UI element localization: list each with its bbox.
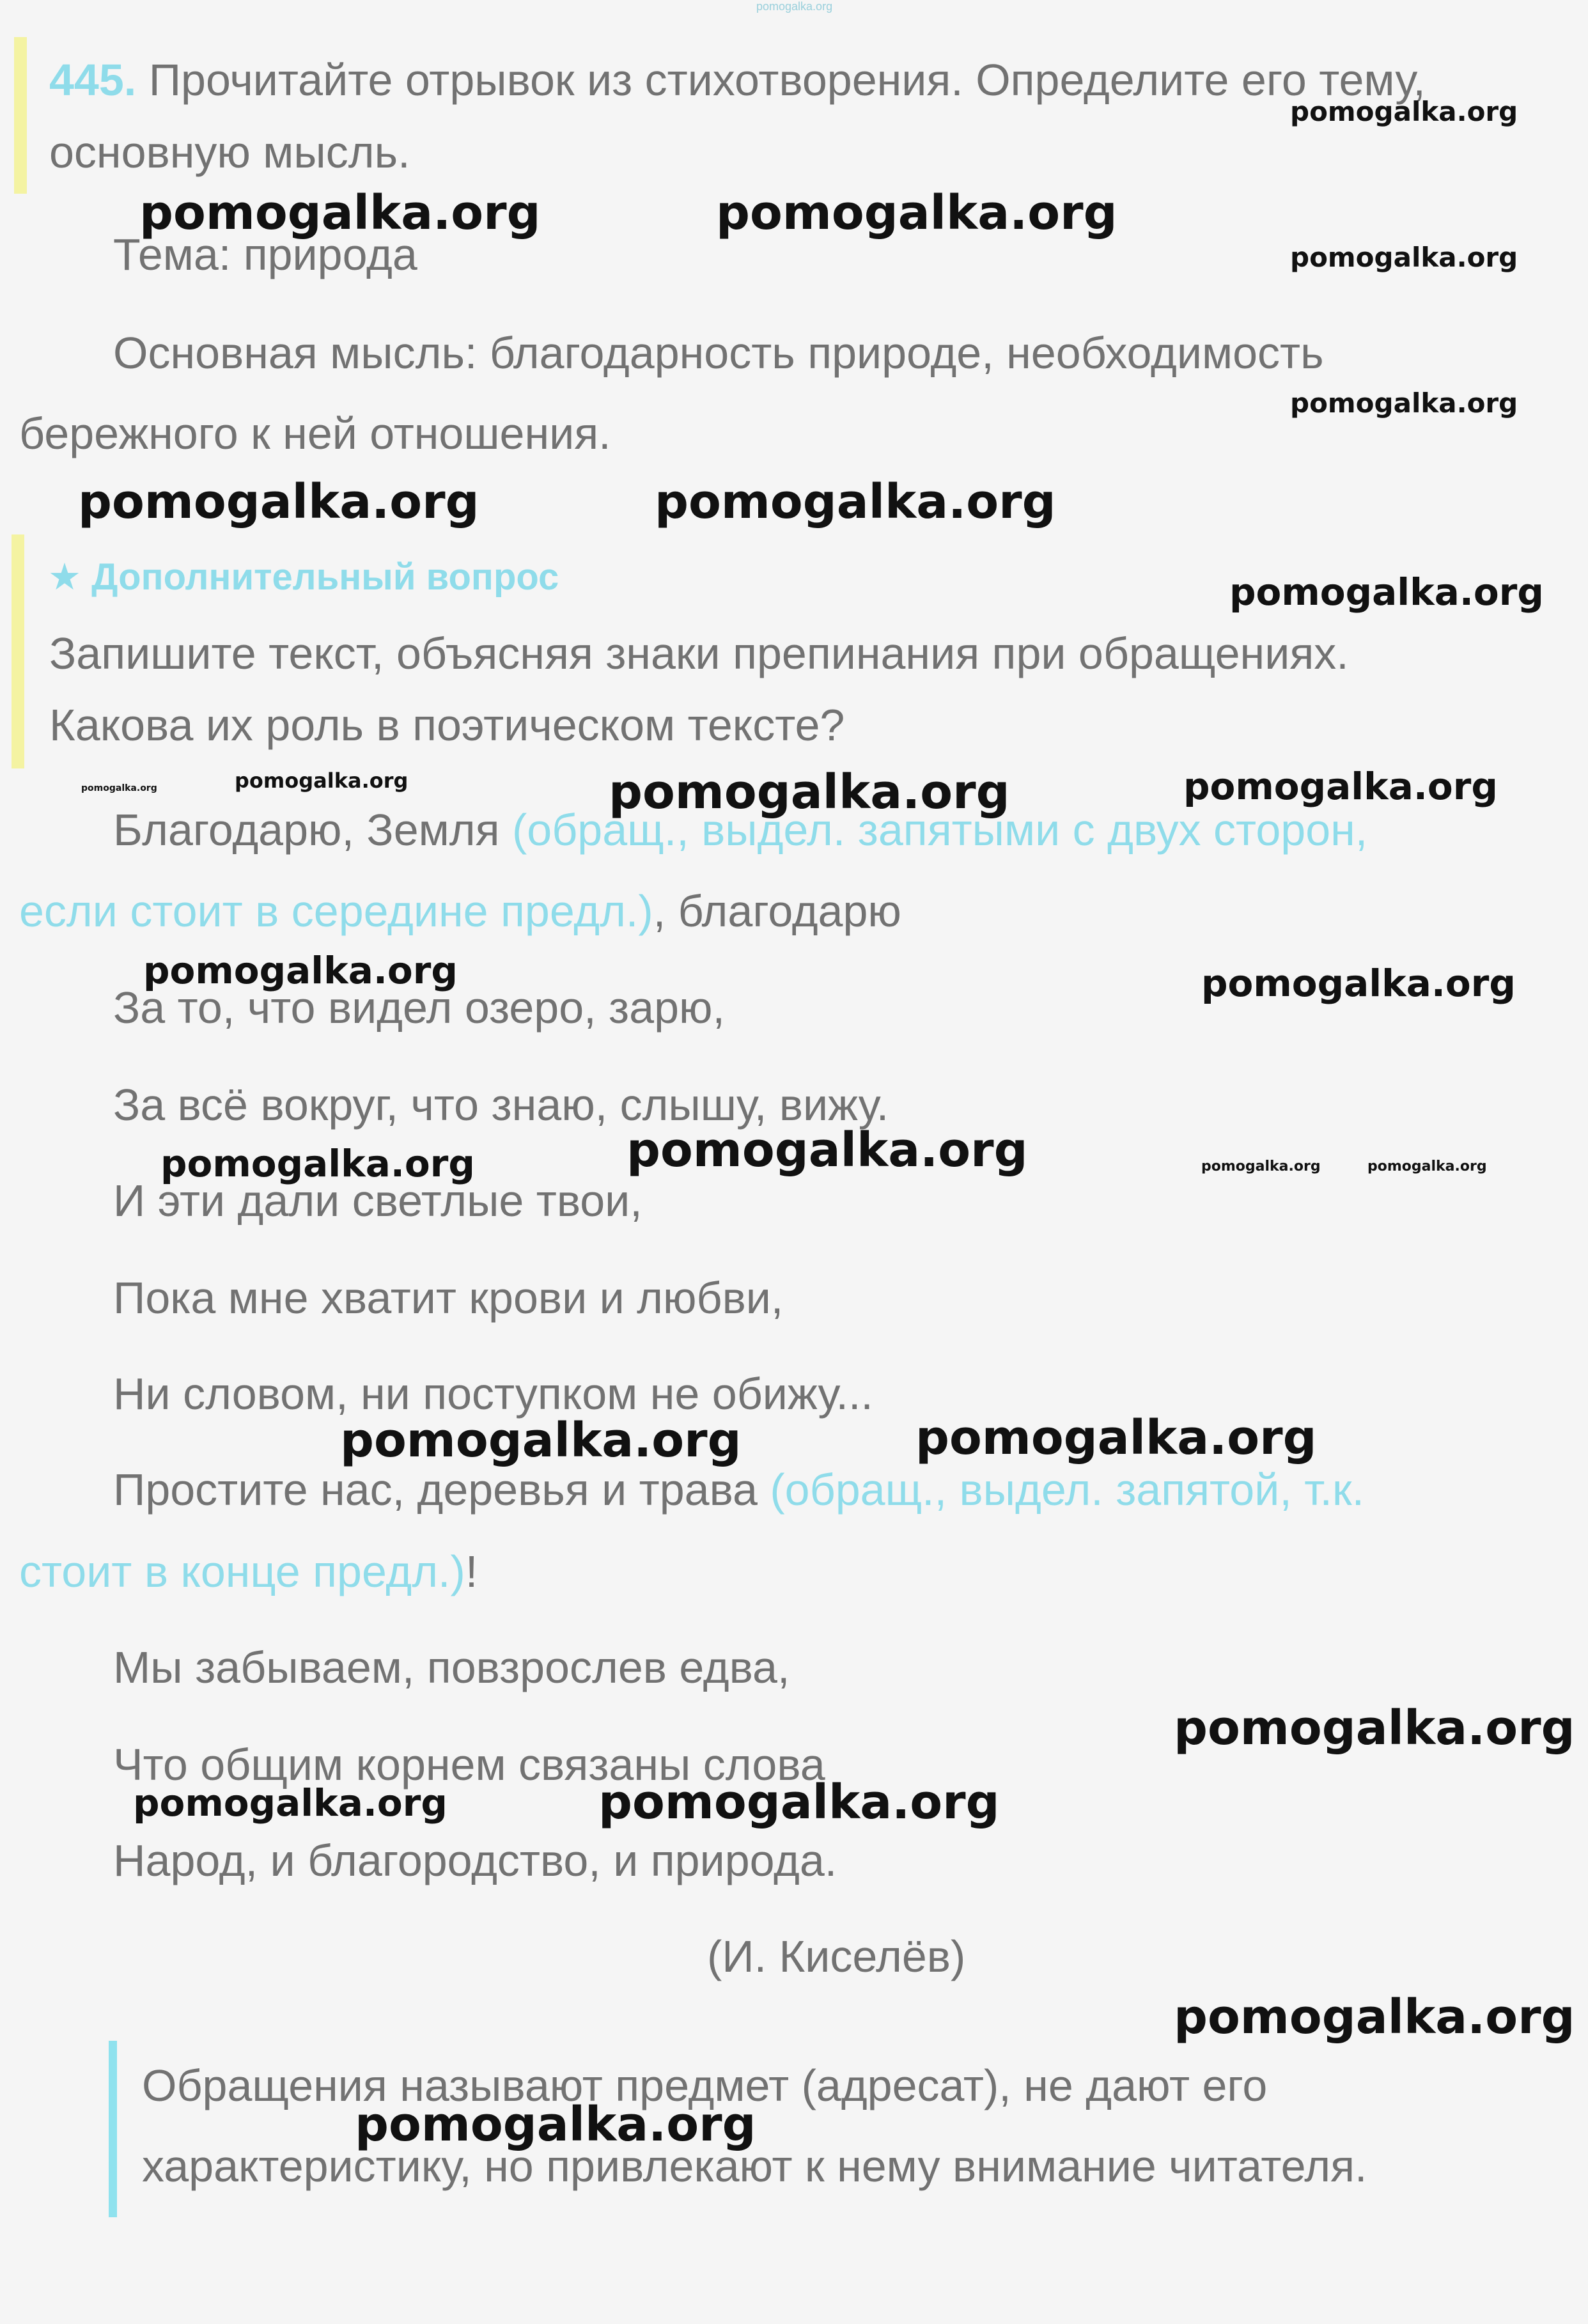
watermark: pomogalka.org bbox=[1229, 570, 1544, 614]
answer-main-idea-1: Основная мысль: благодарность природе, необходимость bbox=[113, 328, 1324, 378]
extra-question-text-2: Какова их роль в поэтическом тексте? bbox=[49, 700, 845, 750]
poem-line-9: Что общим корнем связаны слова bbox=[113, 1740, 825, 1790]
watermark: pomogalka.org bbox=[81, 783, 157, 793]
watermark: pomogalka.org bbox=[627, 1123, 1028, 1178]
answer-main-idea-2: бережного к ней отношения. bbox=[19, 409, 611, 458]
watermark: pomogalka.org bbox=[133, 1781, 448, 1825]
poem-line-4: И эти дали светлые твои, bbox=[113, 1176, 642, 1226]
watermark: pomogalka.org bbox=[1290, 242, 1518, 273]
poem-line-1-text: Благодарю, Земля bbox=[113, 805, 512, 855]
poem-line-7b bbox=[19, 1545, 478, 1598]
watermark: pomogalka.org bbox=[78, 474, 479, 529]
task-text-2: основную мысль. bbox=[49, 127, 410, 177]
watermark: pomogalka.org bbox=[1174, 1701, 1575, 1756]
note-line-2: характеристику, но привлекают к нему внимание читателя. bbox=[142, 2141, 1367, 2191]
watermark: pomogalka.org bbox=[143, 949, 458, 992]
extra-question-text-1: Запишите текст, объясняя знаки препинания при обращениях. bbox=[49, 628, 1349, 678]
poem-line-7-text: Простите нас, деревья и трава bbox=[113, 1465, 770, 1515]
watermark: pomogalka.org bbox=[1174, 1990, 1575, 2045]
watermark: pomogalka.org bbox=[1367, 1158, 1487, 1174]
task-text-1: Прочитайте отрывок из стихотворения. Определите его тему, bbox=[148, 55, 1426, 105]
note-line-1: Обращения называют предмет (адресат), не дают его bbox=[142, 2061, 1268, 2110]
poem-line-10: Народ, и благородство, и природа. bbox=[113, 1836, 837, 1885]
poem-line-7b-hint: стоит в конце предл.) bbox=[19, 1547, 465, 1596]
task-accent-bar bbox=[14, 37, 27, 194]
watermark: pomogalka.org bbox=[716, 185, 1117, 240]
watermark: pomogalka.org bbox=[598, 1775, 1000, 1830]
poem-line-7 bbox=[113, 1463, 1364, 1517]
watermark: pomogalka.org bbox=[1201, 962, 1516, 1005]
extra-question-title: ★ Дополнительный вопрос bbox=[48, 556, 559, 598]
poem-line-1-hint: (обращ., выдел. запятыми с двух сторон, bbox=[511, 805, 1368, 855]
poem-line-6: Ни словом, ни поступком не обижу... bbox=[113, 1369, 873, 1419]
poem-author: (И. Киселёв) bbox=[707, 1931, 966, 1981]
watermark: pomogalka.org bbox=[655, 474, 1056, 529]
extra-question-accent-bar bbox=[12, 534, 24, 768]
poem-line-5: Пока мне хватит крови и любви, bbox=[113, 1273, 784, 1323]
top-link[interactable]: pomogalka.org bbox=[756, 0, 833, 13]
task-line-1 bbox=[49, 53, 1426, 107]
watermark: pomogalka.org bbox=[340, 1413, 742, 1468]
poem-line-1b-hint: если стоит в середине предл.) bbox=[19, 886, 653, 936]
poem-line-8: Мы забываем, повзрослев едва, bbox=[113, 1642, 790, 1692]
watermark: pomogalka.org bbox=[1290, 96, 1518, 127]
answer-theme: Тема: природа bbox=[113, 230, 417, 279]
task-number: 445. bbox=[49, 55, 137, 105]
poem-line-1b bbox=[19, 884, 901, 938]
watermark: pomogalka.org bbox=[235, 768, 409, 793]
watermark: pomogalka.org bbox=[1201, 1158, 1321, 1174]
poem-line-7-hint: (обращ., выдел. запятой, т.к. bbox=[770, 1465, 1365, 1515]
poem-line-7b-text: ! bbox=[465, 1547, 478, 1596]
note-accent-bar bbox=[109, 2041, 117, 2217]
watermark: pomogalka.org bbox=[915, 1410, 1317, 1465]
watermark: pomogalka.org bbox=[355, 2097, 756, 2152]
watermark: pomogalka.org bbox=[609, 765, 1010, 820]
watermark: pomogalka.org bbox=[1183, 765, 1498, 808]
watermark: pomogalka.org bbox=[160, 1142, 475, 1185]
poem-line-3: За всё вокруг, что знаю, слышу, вижу. bbox=[113, 1080, 889, 1130]
watermark: pomogalka.org bbox=[1290, 387, 1518, 419]
poem-line-1b-text: , благодарю bbox=[653, 886, 901, 936]
poem-line-2: За то, что видел озеро, зарю, bbox=[113, 983, 725, 1033]
watermark: pomogalka.org bbox=[139, 185, 541, 240]
